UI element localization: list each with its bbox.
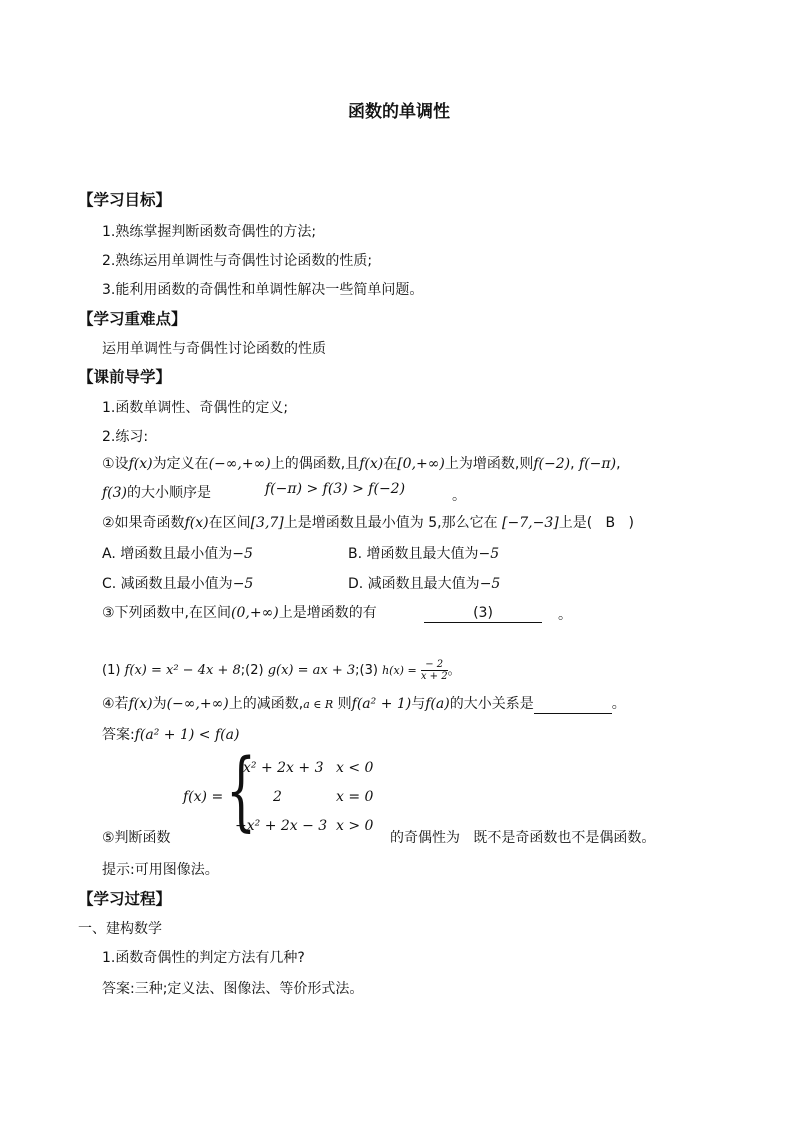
q3-function-1: f(x) = x² − 4x + 8: [124, 663, 241, 678]
key-point-text: 运用单调性与奇偶性讨论函数的性质: [102, 341, 326, 357]
q3-function-2: g(x) = ax + 3: [267, 663, 356, 678]
q3-answer: (3): [424, 604, 542, 623]
q4-text: 的大小关系是: [449, 696, 534, 712]
q2-option-d-text: D. 减函数且最大值为: [348, 576, 480, 592]
q4-text: 为: [152, 696, 167, 712]
q3-text: 上是增函数的有: [278, 605, 377, 621]
question-5-hint: 提示:可用图像法。: [102, 862, 219, 878]
q2-option-d-value: −5: [479, 576, 501, 592]
question-4-answer: [102, 726, 239, 744]
q3-text: 。: [447, 663, 461, 678]
q2-option-b-text: B. 增函数且最大值为: [348, 546, 479, 562]
q3-text: ;(2): [240, 663, 264, 678]
process-question-1: 1.函数奇偶性的判定方法有几种?: [102, 950, 305, 966]
q3-math-interval: (0,+∞): [231, 605, 279, 621]
process-answer-1: 答案:三种;定义法、图像法、等价形式法。: [102, 981, 364, 997]
q2-option-b-value: −5: [478, 546, 500, 562]
q2-answer: B: [605, 515, 616, 531]
question-1-line-2: [102, 484, 211, 502]
q1-math-f3: f(3): [102, 485, 128, 501]
q1-text: ,: [616, 456, 621, 472]
preview-item-2: 2.练习:: [102, 429, 149, 445]
q1-text: 上为增函数,则: [444, 456, 534, 472]
q2-option-a-text: A. 增函数且最小值为: [102, 546, 233, 562]
question-5-stem: [390, 829, 655, 847]
q5-piecewise-lhs: f(x) =: [183, 789, 224, 805]
section-heading-preview: 【课前导学】: [78, 368, 172, 386]
q2-option-d: [348, 575, 500, 593]
goal-item-1: 1.熟练掌握判断函数奇偶性的方法;: [102, 224, 317, 240]
q4-math-interval: (−∞,+∞): [166, 696, 229, 712]
q1-text: 的大小顺序是: [127, 485, 212, 501]
q3-text: ③下列函数中,在区间: [102, 605, 232, 621]
q4-text: 则: [337, 696, 352, 712]
q5-piece-3-expr: −x² + 2x − 3: [235, 818, 328, 834]
q3-text: (1): [102, 663, 121, 678]
question-3-functions: [102, 659, 461, 682]
q2-option-c-text: C. 减函数且最小值为: [102, 576, 233, 592]
q2-option-a: [102, 545, 253, 563]
q5-answer: 既不是奇函数也不是偶函数。: [473, 830, 656, 846]
question-3-answer-blank: [424, 604, 542, 623]
q3-text: ;(3): [355, 663, 378, 678]
q2-option-a-value: −5: [232, 546, 253, 562]
section-heading-key-points: 【学习重难点】: [78, 310, 187, 328]
q1-math-f-minus-2: f(−2): [533, 456, 571, 472]
q2-option-c: [102, 575, 253, 593]
q4-text: 上的减函数,: [228, 696, 304, 712]
q3-function-3-fraction: [421, 659, 448, 682]
q4-math-fa: f(a): [425, 696, 450, 712]
question-1-line-1: [102, 455, 621, 473]
process-subheading: 一、建构数学: [78, 921, 162, 937]
question-4-stem: [102, 695, 626, 714]
q4-text: 与: [411, 696, 426, 712]
q2-text: ): [628, 515, 634, 531]
q5-piece-1-expr: x² + 2x + 3: [243, 760, 324, 776]
q4-answer-math: f(a² + 1) < f(a): [134, 727, 240, 743]
question-3-stem: [102, 604, 377, 622]
q2-text: 上是(: [558, 515, 593, 531]
q5-text: 的奇偶性为: [390, 830, 460, 846]
goal-item-3: 3.能利用函数的奇偶性和单调性解决一些简单问题。: [102, 282, 424, 298]
section-heading-goals: 【学习目标】: [78, 191, 172, 209]
preview-item-1: 1.函数单调性、奇偶性的定义;: [102, 400, 289, 416]
q1-math-interval: (−∞,+∞): [208, 456, 271, 472]
q4-text: ④若: [102, 696, 129, 712]
q5-piece-2-cond: x = 0: [336, 789, 374, 805]
q3-fraction-numerator: − 2: [421, 659, 448, 671]
q1-math-fx: f(x): [128, 456, 153, 472]
q1-text: 在: [383, 456, 398, 472]
q4-math-condition: a ∈ R: [303, 698, 334, 711]
section-heading-process: 【学习过程】: [78, 890, 172, 908]
q2-text: ②如果奇函数: [102, 515, 185, 531]
q4-math-fx: f(x): [128, 696, 153, 712]
question-2-stem: [102, 514, 634, 532]
question-3-end: 。: [558, 607, 572, 623]
goal-item-2: 2.熟练运用单调性与奇偶性讨论函数的性质;: [102, 253, 373, 269]
q1-text: ,: [570, 456, 575, 472]
q3-function-3-lhs: h(x) =: [382, 664, 417, 677]
q1-text: ①设: [102, 456, 129, 472]
q4-math-f-a2-plus-1: f(a² + 1): [351, 696, 412, 712]
question-5-prefix: ⑤判断函数: [102, 830, 171, 846]
q1-text: 为定义在: [152, 456, 209, 472]
q3-fraction-denominator: x + 2: [420, 671, 448, 682]
q2-math-interval: [−7,−3]: [502, 515, 559, 531]
q1-math-interval: [0,+∞): [397, 456, 445, 472]
q2-math-interval: [3,7]: [250, 515, 284, 531]
question-1-answer: f(−π) > f(3) > f(−2): [265, 481, 406, 497]
q5-piece-1-cond: x < 0: [336, 760, 374, 776]
q1-math-f-minus-pi: f(−π): [579, 456, 617, 472]
q5-piecewise-brace: {: [226, 741, 257, 841]
q2-text: 在区间: [208, 515, 251, 531]
q1-math-fx: f(x): [359, 456, 384, 472]
q5-piece-3-cond: x > 0: [336, 818, 374, 834]
q4-answer-label: 答案:: [102, 727, 135, 743]
page-title: 函数的单调性: [348, 102, 450, 122]
q4-text: 。: [611, 696, 626, 712]
q2-math-fx: f(x): [184, 515, 209, 531]
q2-text: 上是增函数且最小值为 5,那么它在: [283, 515, 498, 531]
question-1-end: 。: [452, 488, 466, 504]
q5-piece-2-expr: 2: [273, 789, 282, 805]
q1-text: 上的偶函数,且: [270, 456, 360, 472]
q2-option-c-value: −5: [232, 576, 254, 592]
q4-answer-blank: [534, 695, 612, 714]
q2-option-b: [348, 545, 499, 563]
